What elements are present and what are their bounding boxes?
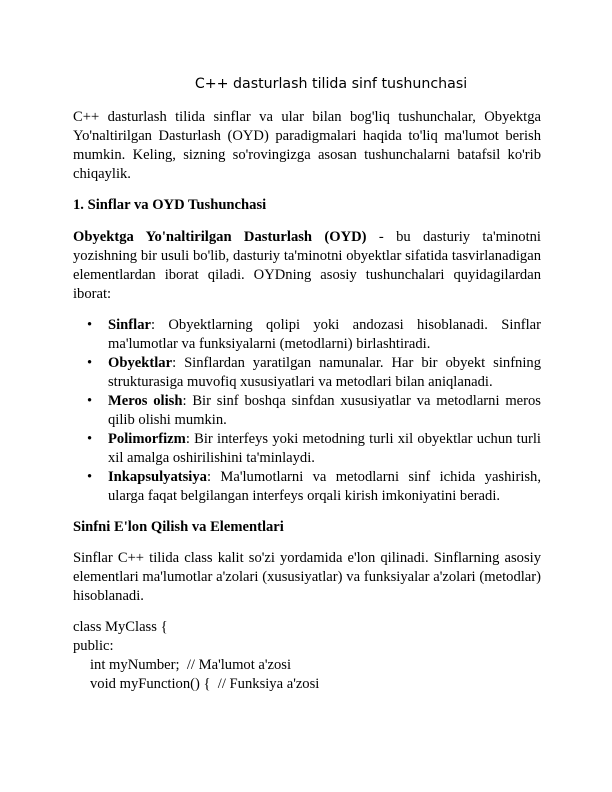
code-line: public:	[73, 638, 114, 654]
document-body	[73, 108, 541, 694]
document-title: C++ dasturlash tilida sinf tushunchasi	[194, 76, 468, 92]
code-line: void myFunction() { // Funksiya a'zosi	[90, 676, 320, 692]
section-2-heading: Sinfni E'lon Qilish va Elementlari	[73, 519, 284, 535]
list-item-term: Inkapsulyatsiya	[108, 469, 207, 485]
list-item-term: Sinflar	[108, 317, 151, 333]
section-1-heading: 1. Sinflar va OYD Tushunchasi	[73, 197, 267, 213]
list-item-text: : Bir interfeys yoki metodning turli xil obyektlar uchun turli xil amalga oshirilishini ta'minlaydi.	[108, 431, 541, 466]
list-item-inkapsulyatsiya	[73, 468, 541, 506]
list-item-text: : Ma'lumotlarni va metodlarni sinf ichida yashirish, ularga faqat belgilangan interfeys orqali kirish imkoniyatini beradi.	[108, 469, 541, 504]
list-item-term: Obyektlar	[108, 355, 173, 371]
list-item-sinflar	[73, 316, 541, 354]
class-declaration-paragraph: Sinflar C++ tilida class kalit so'zi yordamida e'lon qilinadi. Sinflarning asosiy elementlari ma'lumotlar a'zolari (xususiyatlar) va funksiyalar a'zolari (metodlar) hisoblanadi.	[73, 550, 541, 604]
oyd-term: Obyektga Yo'naltirilgan Dasturlash (OYD)	[73, 229, 367, 245]
bullet-icon: •	[87, 431, 93, 447]
code-block	[73, 618, 541, 694]
list-item-obyektlar	[73, 354, 541, 392]
code-line: class MyClass {	[73, 619, 168, 635]
list-item-polimorfizm	[73, 430, 541, 468]
list-item-text: : Bir sinf boshqa sinfdan xususiyatlar va metodlarni meros qilib olishi mumkin.	[108, 393, 541, 428]
bullet-icon: •	[87, 317, 93, 333]
oyd-definition-text: - bu dasturiy ta'minotni yozishning bir usuli bo'lib, dasturiy ta'minotni obyektlar sifatida tasvirlanadigan elementlardan iborat qiladi. OYDning asosiy tushunchalari quyidagilardan iborat:	[73, 229, 541, 302]
list-item-term: Polimorfizm	[108, 431, 186, 447]
bullet-icon: •	[87, 393, 93, 409]
list-item-meros-olish	[73, 392, 541, 430]
oyd-definition-paragraph	[73, 228, 541, 304]
list-item-text: : Obyektlarning qolipi yoki andozasi hisoblanadi. Sinflar ma'lumotlar va funksiyalarni (metodlarni) birlashtiradi.	[108, 317, 541, 352]
intro-paragraph: C++ dasturlash tilida sinflar va ular bilan bog'liq tushunchalar, Obyektga Yo'naltirilgan Dasturlash (OYD) paradigmalari haqida to'liq ma'lumot berish mumkin. Keling, sizning so'rovingizga asosan tushunchalarni batafsil ko'rib chiqaylik.	[73, 109, 541, 182]
code-line: int myNumber; // Ma'lumot a'zosi	[90, 657, 292, 673]
bullet-icon: •	[87, 469, 93, 485]
bullet-icon: •	[87, 355, 93, 371]
list-item-text: : Sinflardan yaratilgan namunalar. Har bir obyekt sinfning strukturasiga muvofiq xususiyatlari va metodlari bilan aniqlanadi.	[108, 355, 541, 390]
oyd-concepts-list	[73, 316, 541, 506]
list-item-term: Meros olish	[108, 393, 183, 409]
